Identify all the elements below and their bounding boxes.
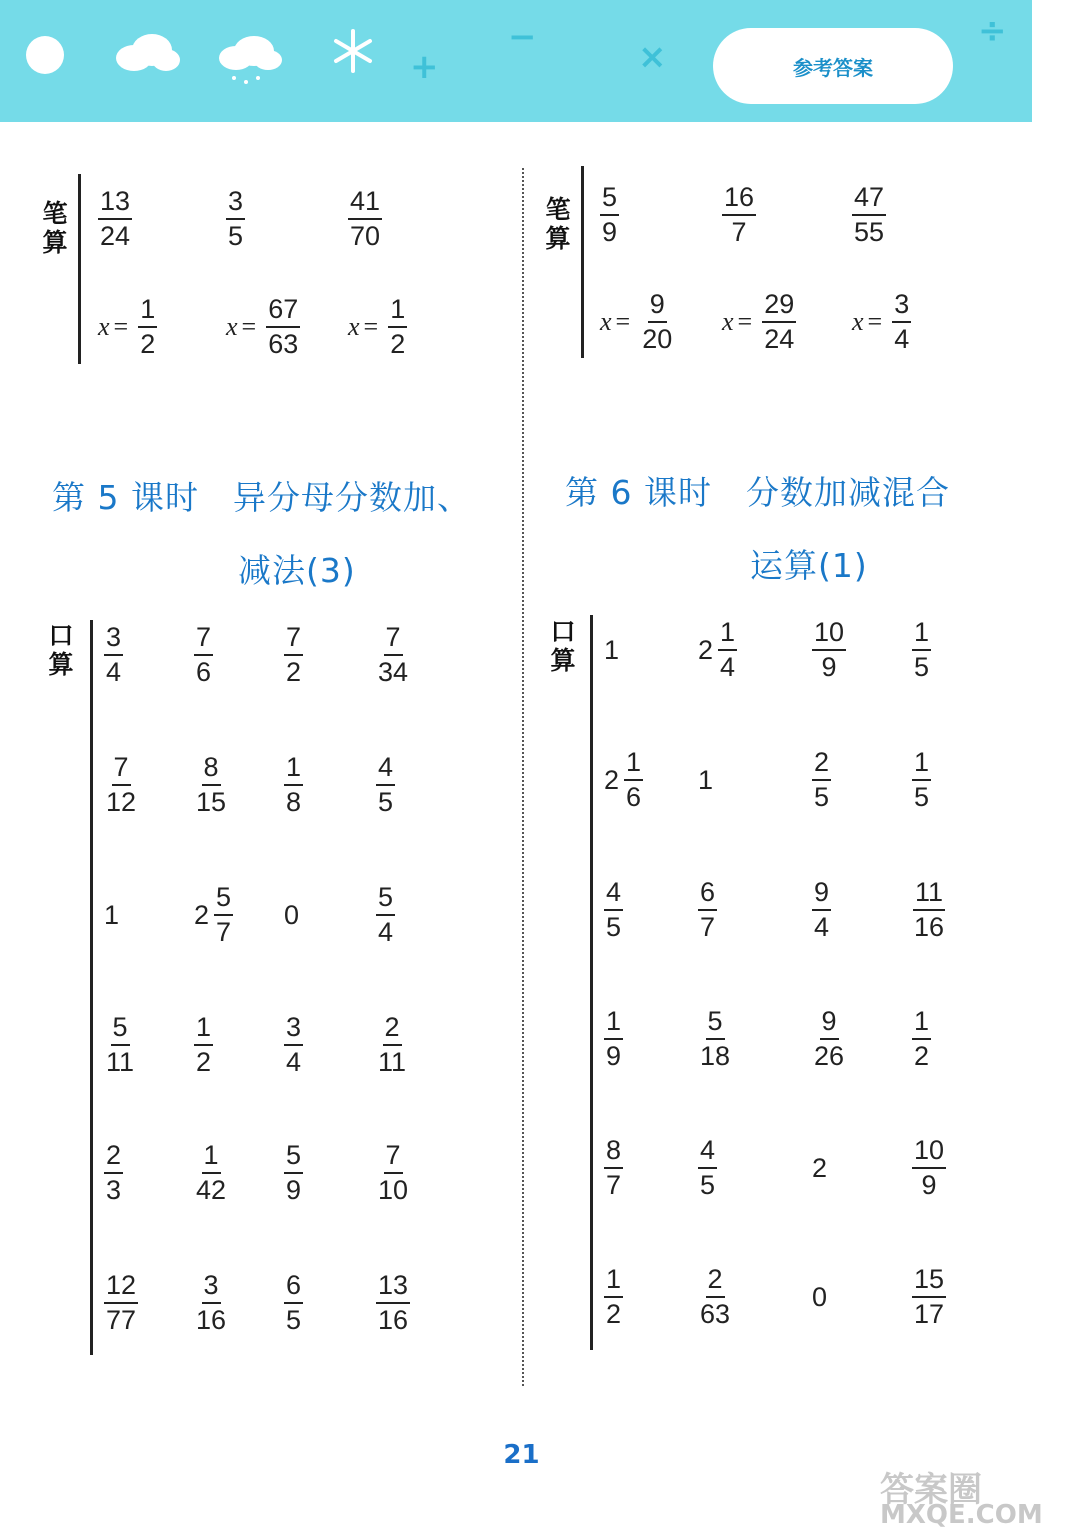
answer-integer — [104, 880, 119, 950]
fraction-answer — [698, 1004, 732, 1074]
answer-integer — [284, 880, 299, 950]
fraction — [722, 184, 756, 246]
numerator: 2 — [104, 1142, 123, 1174]
denominator: 9 — [921, 1170, 937, 1200]
fraction — [912, 1137, 946, 1199]
numerator: 13 — [98, 188, 132, 220]
denominator: 2 — [286, 657, 302, 687]
left-mental-rule — [90, 620, 93, 1355]
fraction — [104, 624, 123, 686]
page-number: 21 — [503, 1440, 540, 1470]
numerator: 3 — [226, 188, 245, 220]
fraction-answer — [376, 750, 395, 820]
left-rule — [78, 174, 81, 364]
fraction-answer — [284, 1138, 303, 1208]
denominator: 5 — [914, 652, 930, 682]
fraction — [98, 188, 132, 250]
fraction — [284, 1014, 303, 1076]
numerator: 8 — [202, 754, 221, 786]
denominator: 16 — [378, 1305, 409, 1335]
variable-x: x = — [226, 312, 257, 341]
fraction — [762, 291, 796, 353]
fraction — [812, 749, 831, 811]
fraction-answer — [104, 750, 138, 820]
denominator: 18 — [700, 1041, 731, 1071]
fraction-answer — [194, 1138, 228, 1208]
denominator: 5 — [814, 782, 830, 812]
denominator: 2 — [196, 1047, 212, 1077]
fraction-answer — [604, 1262, 623, 1332]
denominator: 77 — [106, 1305, 137, 1335]
numerator: 1 — [202, 1142, 221, 1174]
denominator: 5 — [378, 787, 394, 817]
numerator: 41 — [348, 188, 382, 220]
denominator: 26 — [814, 1041, 845, 1071]
equation-answer — [600, 287, 674, 357]
fraction — [284, 1272, 303, 1334]
equation-answer — [722, 287, 796, 357]
numerator: 2 — [706, 1266, 725, 1298]
variable-x: x = — [600, 307, 631, 336]
fraction — [194, 624, 213, 686]
numerator: 11 — [913, 879, 945, 911]
numerator: 12 — [104, 1272, 138, 1304]
denominator: 4 — [286, 1047, 302, 1077]
numerator: 47 — [852, 184, 886, 216]
fraction-answer — [376, 1268, 410, 1338]
fraction — [892, 291, 911, 353]
denominator: 2 — [140, 329, 156, 359]
answer-value: 1 — [604, 634, 620, 665]
fraction — [376, 1014, 408, 1076]
fraction — [604, 1008, 623, 1070]
denominator: 12 — [106, 787, 137, 817]
fraction — [104, 1142, 123, 1204]
numerator: 4 — [604, 879, 623, 911]
numerator: 7 — [384, 624, 403, 656]
fraction-answer — [376, 1010, 408, 1080]
numerator: 1 — [912, 619, 931, 651]
rain-cloud-icon — [216, 34, 286, 89]
fraction-answer — [912, 1004, 931, 1074]
divide-symbol: ÷ — [978, 11, 1007, 51]
denominator: 2 — [914, 1041, 930, 1071]
variable-x: x = — [852, 307, 883, 336]
numerator: 2 — [812, 749, 831, 781]
sun-icon — [26, 36, 64, 74]
denominator: 9 — [606, 1041, 622, 1071]
fraction-answer — [604, 1133, 623, 1203]
numerator: 1 — [388, 296, 407, 328]
fraction — [266, 296, 300, 358]
numerator: 4 — [376, 754, 395, 786]
denominator: 9 — [602, 217, 618, 247]
denominator: 11 — [106, 1047, 135, 1077]
fraction-answer — [194, 750, 228, 820]
fraction — [138, 296, 157, 358]
answer-value: 0 — [284, 899, 300, 930]
numerator: 3 — [104, 624, 123, 656]
fraction-answer — [284, 1268, 303, 1338]
numerator: 1 — [912, 749, 931, 781]
denominator: 8 — [286, 787, 302, 817]
fraction — [604, 879, 623, 941]
fraction-answer — [104, 1268, 138, 1338]
fraction-answer — [698, 1262, 732, 1332]
column-divider — [522, 168, 524, 1386]
fraction-answer — [698, 875, 717, 945]
answer-integer — [812, 1133, 827, 1203]
denominator: 63 — [700, 1299, 731, 1329]
fraction — [912, 1008, 931, 1070]
numerator: 5 — [284, 1142, 303, 1174]
numerator: 9 — [648, 291, 667, 323]
numerator: 5 — [706, 1008, 725, 1040]
fraction-answer — [194, 620, 213, 690]
numerator: 6 — [284, 1272, 303, 1304]
fraction-answer — [600, 180, 619, 250]
numerator: 10 — [912, 1137, 946, 1169]
denominator: 42 — [196, 1175, 227, 1205]
fraction — [912, 1266, 946, 1328]
equation-answer — [226, 292, 300, 362]
minus-symbol: − — [508, 17, 537, 57]
denominator: 7 — [606, 1170, 622, 1200]
fraction — [214, 884, 233, 946]
denominator: 2 — [390, 329, 406, 359]
fraction-answer — [284, 620, 303, 690]
fraction — [812, 1008, 846, 1070]
written-calc-label-right: 笔 算 — [545, 195, 571, 253]
denominator: 6 — [626, 782, 642, 812]
denominator: 9 — [286, 1175, 302, 1205]
denominator: 70 — [350, 221, 381, 251]
fraction — [600, 184, 619, 246]
denominator: 4 — [720, 652, 736, 682]
denominator: 7 — [700, 912, 716, 942]
fraction-answer — [604, 1004, 623, 1074]
fraction — [604, 1266, 623, 1328]
fraction — [376, 1272, 410, 1334]
mental-calc-label-left: 口 算 — [48, 621, 74, 679]
numerator: 29 — [762, 291, 796, 323]
right-mental-rule — [590, 615, 593, 1350]
denominator: 4 — [814, 912, 830, 942]
numerator: 1 — [604, 1266, 623, 1298]
denominator: 20 — [642, 324, 673, 354]
denominator: 4 — [378, 917, 394, 947]
fraction-answer — [604, 875, 623, 945]
numerator: 1 — [624, 749, 643, 781]
fraction-answer — [698, 1133, 717, 1203]
denominator: 4 — [894, 324, 910, 354]
fraction-answer — [104, 620, 123, 690]
fraction-answer — [194, 1268, 228, 1338]
fraction — [388, 296, 407, 358]
cloud-icon — [112, 30, 182, 75]
denominator: 5 — [914, 782, 930, 812]
numerator: 16 — [722, 184, 756, 216]
snowflake-icon — [330, 28, 376, 74]
fraction-answer — [912, 1262, 946, 1332]
numerator: 7 — [112, 754, 131, 786]
denominator: 24 — [764, 324, 795, 354]
fraction — [698, 879, 717, 941]
fraction — [640, 291, 674, 353]
denominator: 4 — [106, 657, 122, 687]
denominator: 24 — [100, 221, 131, 251]
whole-part: 2 — [604, 764, 620, 795]
denominator: 7 — [216, 917, 232, 947]
fraction-answer — [912, 745, 931, 815]
denominator: 11 — [378, 1047, 407, 1077]
denominator: 17 — [914, 1299, 945, 1329]
fraction — [624, 749, 643, 811]
fraction — [912, 749, 931, 811]
variable-x: x = — [98, 312, 129, 341]
lesson6-title-line2: 运算(1) — [750, 546, 868, 585]
fraction-answer — [912, 615, 931, 685]
fraction-answer — [98, 184, 132, 254]
mixed-number-answer — [194, 880, 233, 950]
times-symbol: × — [638, 37, 667, 77]
numerator: 1 — [284, 754, 303, 786]
numerator: 5 — [111, 1014, 130, 1046]
answer-integer — [604, 615, 619, 685]
numerator: 1 — [194, 1014, 213, 1046]
denominator: 16 — [914, 912, 945, 942]
fraction — [604, 1137, 623, 1199]
fraction-answer — [812, 615, 846, 685]
fraction — [376, 754, 395, 816]
fraction — [698, 1266, 732, 1328]
numerator: 10 — [812, 619, 846, 651]
denominator: 5 — [286, 1305, 302, 1335]
lesson6-title-line1: 第 6 课时 分数加减混合 — [565, 473, 950, 512]
fraction-answer — [376, 880, 395, 950]
numerator: 4 — [698, 1137, 717, 1169]
written-calc-label-left: 笔 算 — [42, 199, 68, 257]
numerator: 7 — [194, 624, 213, 656]
numerator: 1 — [718, 619, 737, 651]
fraction-answer — [104, 1010, 136, 1080]
fraction — [376, 624, 410, 686]
fraction — [194, 1272, 228, 1334]
answer-value: 0 — [812, 1281, 828, 1312]
fraction-answer — [284, 750, 303, 820]
numerator: 2 — [383, 1014, 402, 1046]
denominator: 55 — [854, 217, 885, 247]
numerator: 3 — [892, 291, 911, 323]
fraction — [284, 754, 303, 816]
denominator: 3 — [106, 1175, 122, 1205]
fraction-answer — [812, 875, 831, 945]
fraction-answer — [348, 184, 382, 254]
fraction-answer — [812, 1004, 846, 1074]
answer-integer — [812, 1262, 827, 1332]
variable-x: x = — [722, 307, 753, 336]
mental-calc-label-right: 口 算 — [550, 617, 576, 675]
fraction — [348, 188, 382, 250]
answer-value: 1 — [104, 899, 120, 930]
fraction-answer — [376, 1138, 410, 1208]
numerator: 7 — [384, 1142, 403, 1174]
fraction-answer — [852, 180, 886, 250]
fraction — [376, 1142, 410, 1204]
denominator: 5 — [228, 221, 244, 251]
fraction — [194, 1142, 228, 1204]
numerator: 5 — [376, 884, 395, 916]
numerator: 1 — [138, 296, 157, 328]
plus-symbol: + — [410, 47, 439, 87]
denominator: 9 — [821, 652, 837, 682]
numerator: 1 — [912, 1008, 931, 1040]
variable-x: x = — [348, 312, 379, 341]
mixed-number-answer — [604, 745, 643, 815]
numerator: 8 — [604, 1137, 623, 1169]
lesson5-title-line1: 第 5 课时 异分母分数加、 — [52, 478, 471, 517]
fraction — [226, 188, 245, 250]
header-banner — [0, 0, 1032, 122]
denominator: 7 — [731, 217, 747, 247]
answer-value: 2 — [812, 1152, 828, 1183]
fraction-answer — [284, 1010, 303, 1080]
watermark-logo: 答案圈 — [880, 1470, 982, 1510]
answer-key-badge: 参考答案 — [713, 28, 953, 104]
denominator: 15 — [196, 787, 227, 817]
fraction — [912, 619, 931, 681]
fraction — [284, 1142, 303, 1204]
numerator: 6 — [698, 879, 717, 911]
answer-value: 1 — [698, 764, 714, 795]
numerator: 5 — [214, 884, 233, 916]
numerator: 13 — [376, 1272, 410, 1304]
fraction — [194, 754, 228, 816]
numerator: 9 — [820, 1008, 839, 1040]
lesson5-title-line2: 减法(3) — [238, 551, 356, 590]
numerator: 15 — [912, 1266, 946, 1298]
fraction — [698, 1008, 732, 1070]
denominator: 16 — [196, 1305, 227, 1335]
equation-answer — [98, 292, 157, 362]
fraction — [698, 1137, 717, 1199]
denominator: 2 — [606, 1299, 622, 1329]
watermark-url: MXQE.COM — [880, 1500, 1043, 1530]
fraction — [376, 884, 395, 946]
denominator: 34 — [378, 657, 409, 687]
denominator: 6 — [196, 657, 212, 687]
fraction — [812, 619, 846, 681]
denominator: 5 — [700, 1170, 716, 1200]
denominator: 10 — [378, 1175, 409, 1205]
numerator: 3 — [284, 1014, 303, 1046]
numerator: 1 — [604, 1008, 623, 1040]
whole-part: 2 — [698, 634, 714, 665]
fraction — [194, 1014, 213, 1076]
equation-answer — [852, 287, 911, 357]
fraction-answer — [104, 1138, 123, 1208]
fraction — [104, 1272, 138, 1334]
denominator: 63 — [268, 329, 299, 359]
fraction — [912, 879, 946, 941]
fraction — [284, 624, 303, 686]
fraction — [812, 879, 831, 941]
equation-answer — [348, 292, 407, 362]
denominator: 5 — [606, 912, 622, 942]
mixed-number-answer — [698, 615, 737, 685]
numerator: 9 — [812, 879, 831, 911]
fraction — [104, 1014, 136, 1076]
fraction-answer — [912, 1133, 946, 1203]
fraction — [104, 754, 138, 816]
numerator: 7 — [284, 624, 303, 656]
fraction-answer — [812, 745, 831, 815]
fraction — [718, 619, 737, 681]
fraction — [852, 184, 886, 246]
answer-integer — [698, 745, 713, 815]
fraction-answer — [226, 184, 245, 254]
whole-part: 2 — [194, 899, 210, 930]
fraction-answer — [376, 620, 410, 690]
fraction-answer — [194, 1010, 213, 1080]
numerator: 5 — [600, 184, 619, 216]
fraction-answer — [912, 875, 946, 945]
fraction-answer — [722, 180, 756, 250]
right-rule — [581, 166, 584, 358]
numerator: 3 — [202, 1272, 221, 1304]
numerator: 67 — [266, 296, 300, 328]
